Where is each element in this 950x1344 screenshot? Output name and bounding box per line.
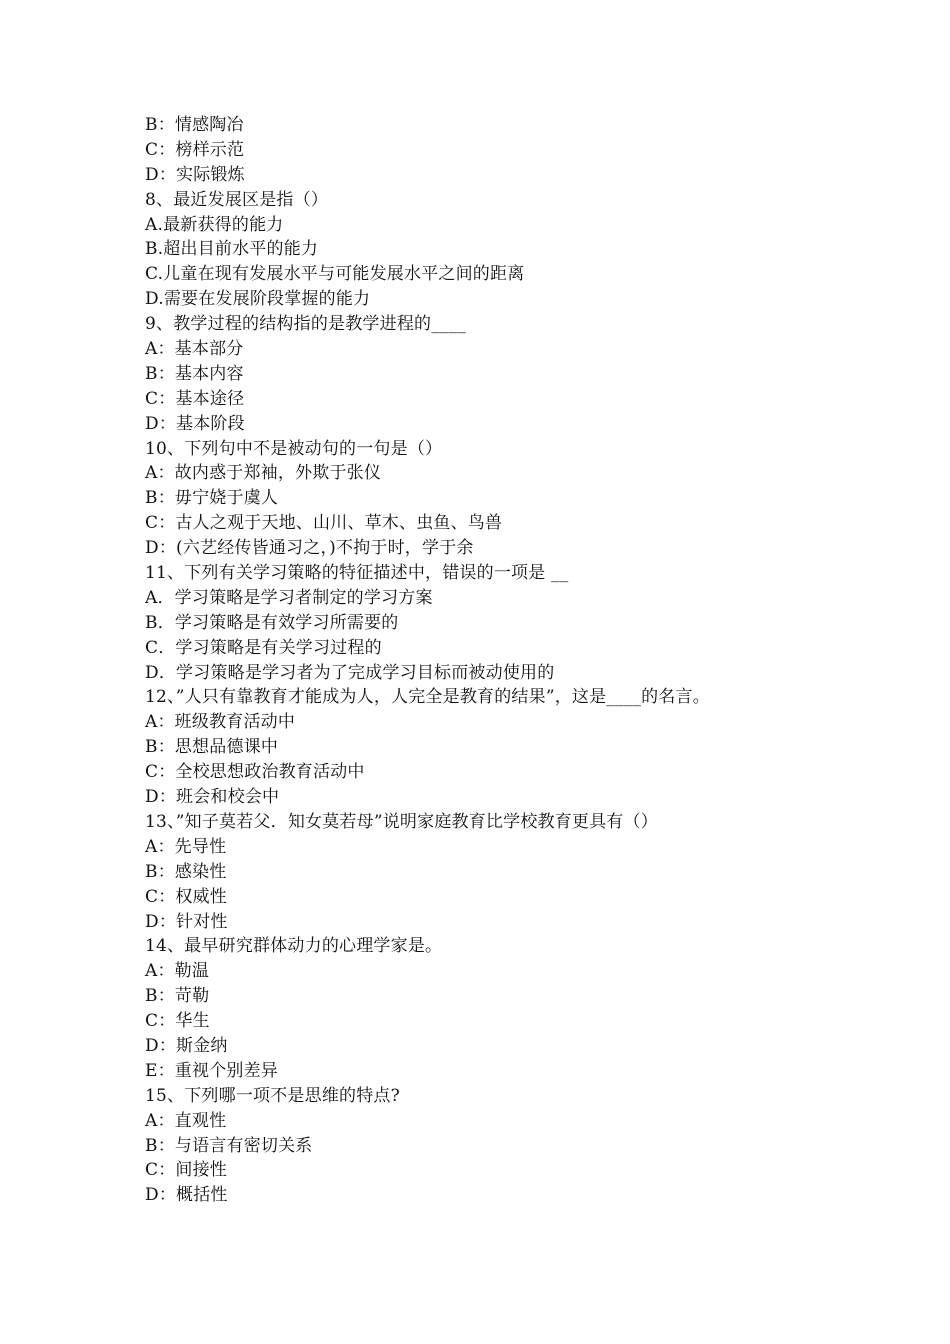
text-line: D：概括性 [145, 1185, 228, 1206]
text-line: C：华生 [145, 1011, 210, 1032]
text-line: A.最新获得的能力 [145, 214, 284, 235]
text-line: B．学习策略是有效学习所需要的 [145, 612, 399, 633]
text-line: D：班会和校会中 [145, 787, 280, 808]
text-line: C．学习策略是有关学习过程的 [145, 637, 382, 658]
text-line: D：实际锻炼 [145, 164, 245, 185]
text-line: C：基本途径 [145, 388, 245, 409]
text-line: A：直观性 [145, 1110, 227, 1131]
text-line: B：毋宁娆于虞人 [145, 488, 279, 509]
text-line: C：间接性 [145, 1160, 228, 1181]
text-line: A：勒温 [145, 961, 210, 982]
text-line: A：先导性 [145, 836, 227, 857]
text-line: D：(六艺经传皆通习之，)不拘于时，学于余 [145, 538, 474, 559]
text-line: D：针对性 [145, 911, 228, 932]
text-line: C：榜样示范 [145, 139, 245, 160]
text-line: B：苛勒 [145, 986, 210, 1007]
text-line: B.超出目前水平的能力 [145, 239, 319, 260]
text-line: B：基本内容 [145, 363, 244, 384]
text-line: 10、下列句中不是被动句的一句是（） [145, 438, 443, 459]
text-line: C：全校思想政治教育活动中 [145, 762, 365, 783]
text-line: C.儿童在现有发展水平与可能发展水平之间的距离 [145, 264, 525, 285]
text-line: D.需要在发展阶段掌握的能力 [145, 289, 371, 310]
text-line: C：古人之观于天地、山川、草木、虫鱼、鸟兽 [145, 513, 503, 534]
text-line: B：感染性 [145, 861, 227, 882]
text-line: D：斯金纳 [145, 1035, 228, 1056]
text-line: A．学习策略是学习者制定的学习方案 [145, 587, 433, 608]
text-line: 11、下列有关学习策略的特征描述中，错误的一项是 __ [145, 563, 569, 584]
text-line: 13、”知子莫若父．知女莫若母”说明家庭教育比学校教育更具有（） [145, 811, 658, 832]
text-line: 14、最早研究群体动力的心理学家是。 [145, 936, 443, 957]
text-line: 12、”人只有靠教育才能成为人，人完全是教育的结果”，这是____的名言。 [145, 687, 710, 708]
text-line: E：重视个别差异 [145, 1060, 279, 1081]
text-line: A：故内惑于郑袖，外欺于张仪 [145, 463, 382, 484]
text-line: B：与语言有密切关系 [145, 1135, 313, 1156]
text-line: B：情感陶冶 [145, 115, 244, 135]
text-line: 9、教学过程的结构指的是教学进程的____ [145, 314, 467, 335]
exam-content [145, 113, 845, 1208]
text-line: A：基本部分 [145, 339, 244, 360]
text-line: C：权威性 [145, 886, 228, 907]
text-line: 8、最近发展区是指（） [145, 189, 329, 210]
text-line: 15、下列哪一项不是思维的特点? [145, 1085, 400, 1106]
text-line: D．学习策略是学习者为了完成学习目标而被动使用的 [145, 662, 555, 683]
text-line: D：基本阶段 [145, 413, 245, 434]
text-line: A：班级教育活动中 [145, 712, 296, 733]
text-line: B：思想品德课中 [145, 737, 279, 758]
